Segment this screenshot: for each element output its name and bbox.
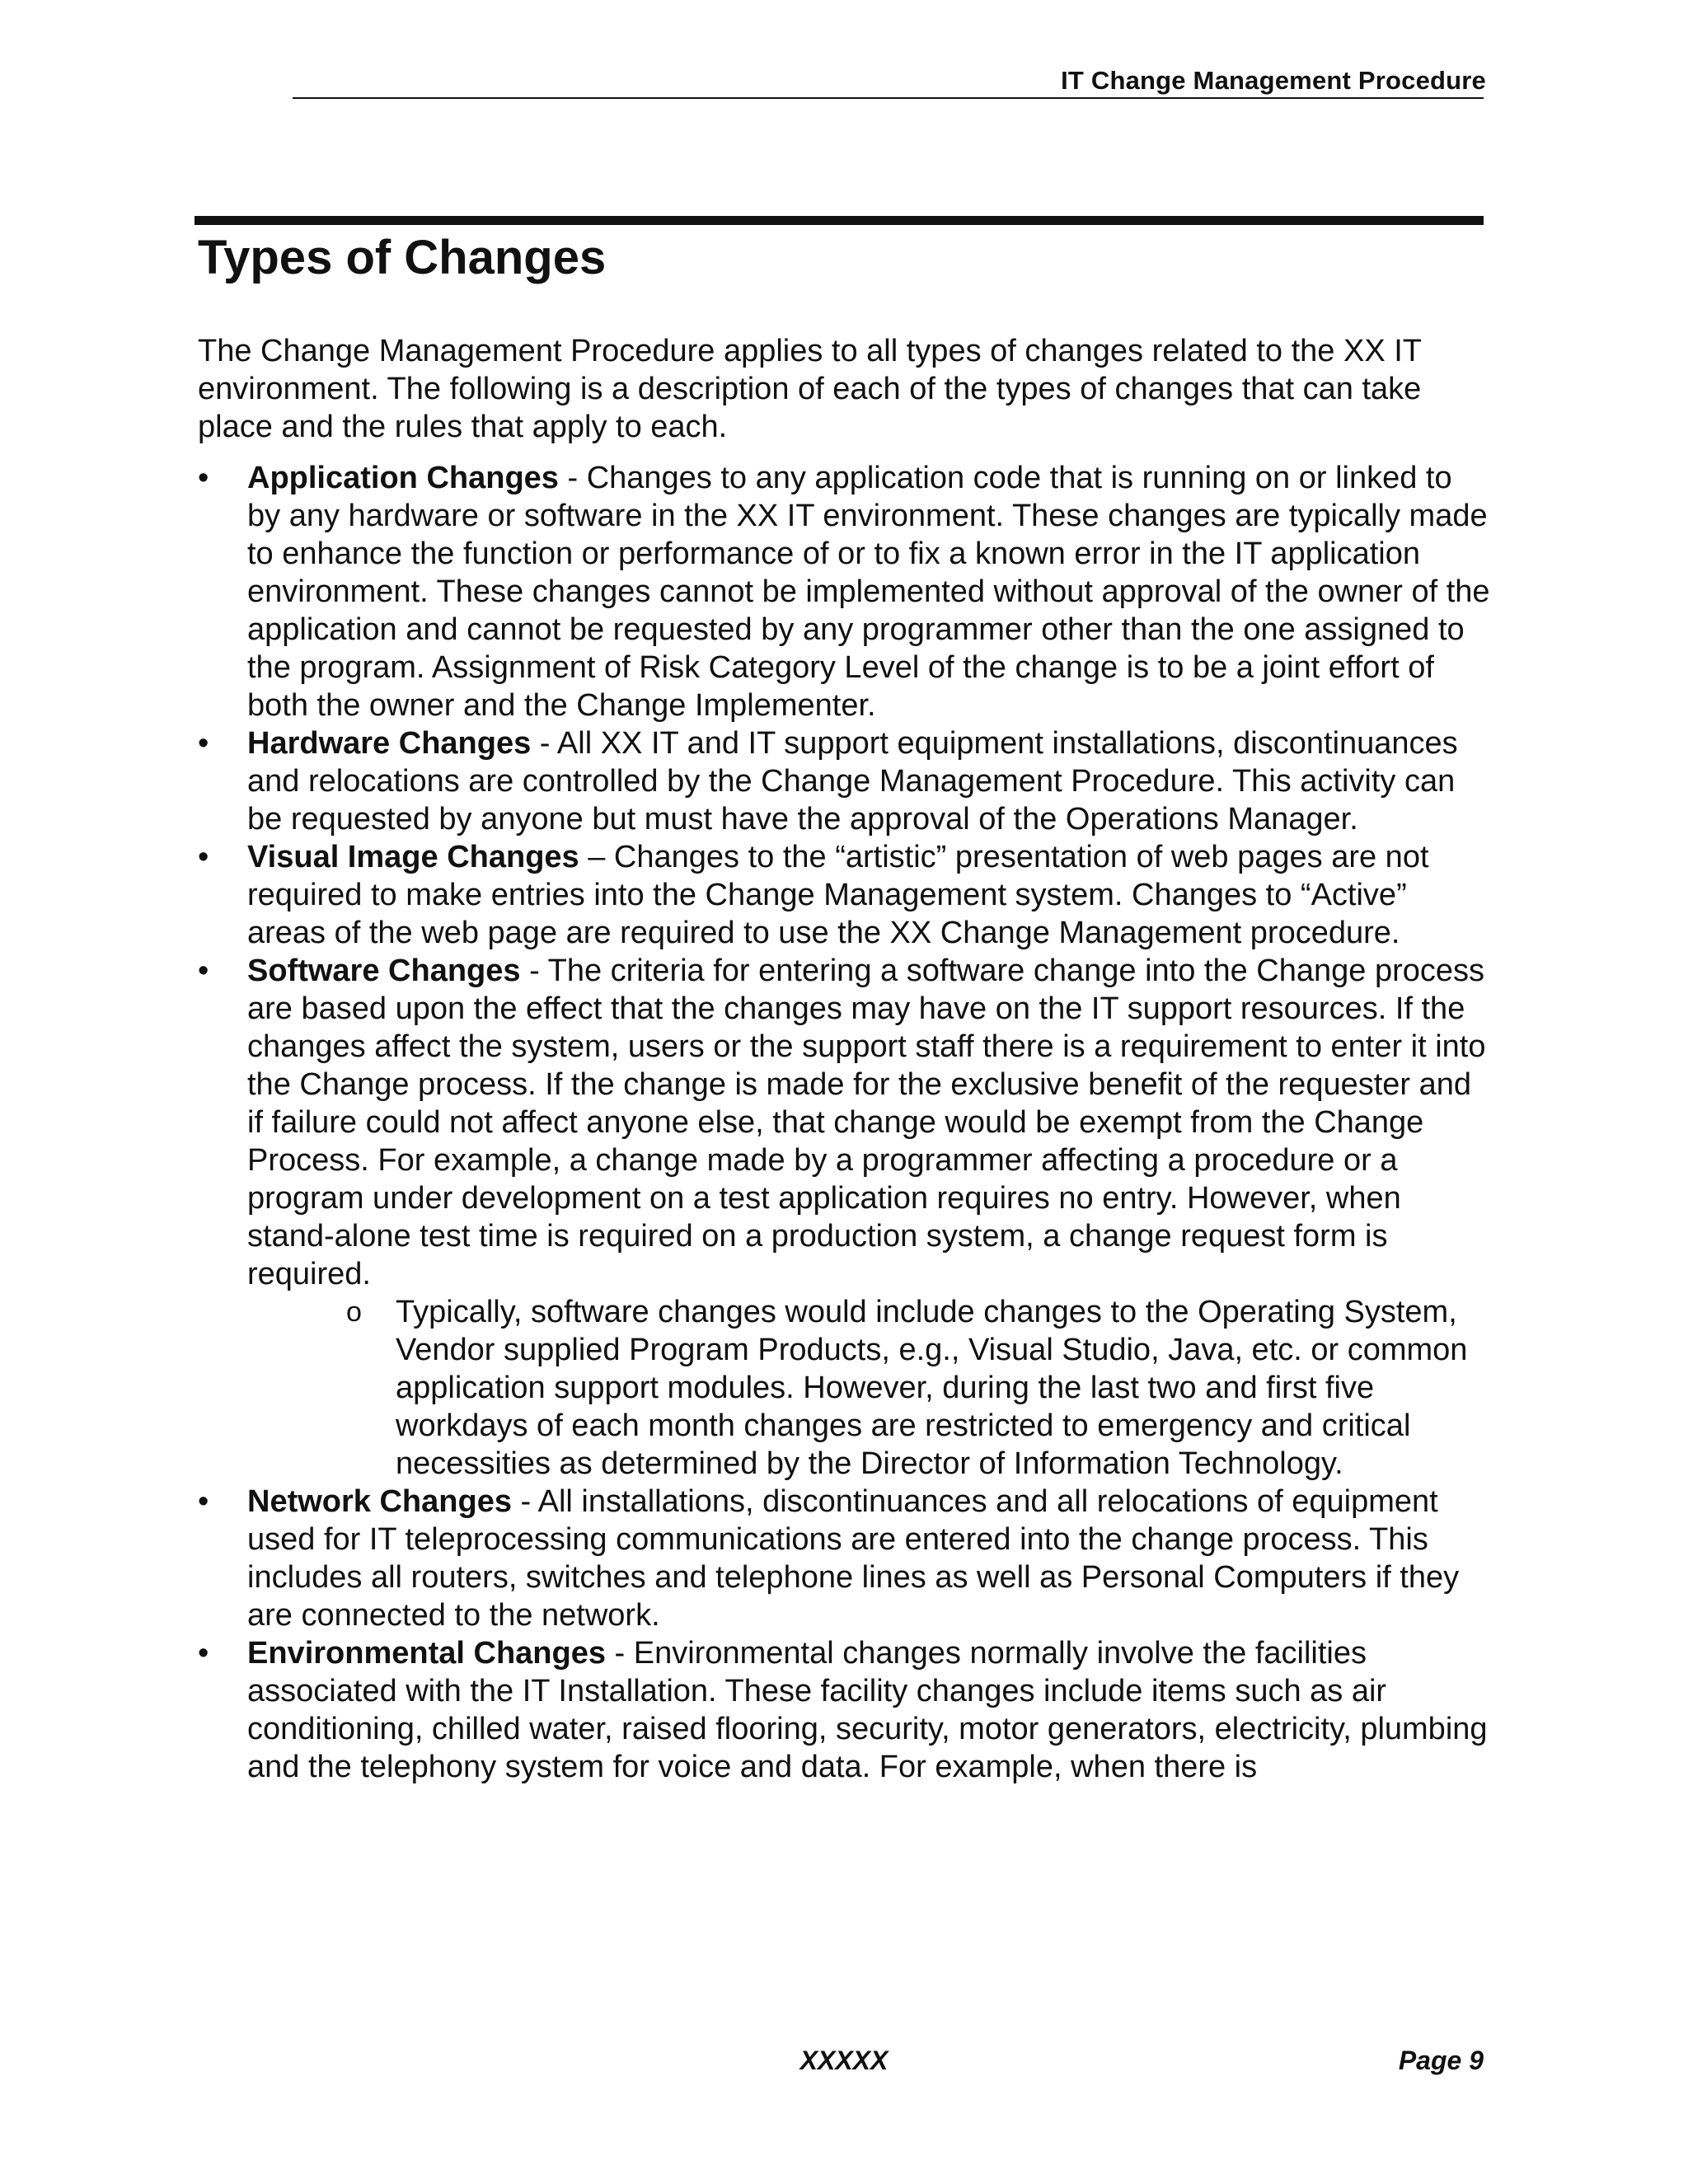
item-title: Visual Image Changes — [247, 840, 579, 874]
bullet-icon: • — [198, 461, 209, 495]
item-title: Application Changes — [247, 461, 559, 495]
list-item-application-changes — [198, 459, 1492, 724]
item-title: Hardware Changes — [247, 726, 532, 761]
item-title: Network Changes — [247, 1484, 512, 1519]
footer-document-id: XXXXX — [799, 2046, 889, 2075]
heading-rule — [195, 216, 1484, 225]
change-types-list — [198, 459, 1492, 1786]
header-rule — [293, 97, 1484, 99]
bullet-icon: • — [198, 1484, 209, 1519]
list-item-network-changes — [198, 1483, 1492, 1634]
list-item-environmental-changes — [198, 1634, 1492, 1786]
section-heading: Types of Changes — [198, 231, 607, 284]
item-title: Environmental Changes — [247, 1636, 606, 1671]
software-sub-list — [247, 1293, 1492, 1483]
item-text: - Changes to any application code that is running on or linked to by any hardware or software in the XX IT environment. These changes are typically made to enhance the function or performance of or to fix a known error in the IT application environment. These changes cannot be implemented without approval of the owner of the application and cannot be requested by any programmer other than the one assigned to the program. Assignment of Risk Category Level of the change is to be a joint effort of both the owner and the Change Implementer. — [247, 461, 1490, 723]
item-text: - All installations, discontinuances and all relocations of equipment used for IT teleprocessing communications are entered into the change process. This includes all routers, switches and telephone lines as well as Personal Computers if they are connected to the network. — [247, 1484, 1460, 1633]
running-header-title: IT Change Management Procedure — [1061, 66, 1486, 95]
intro-paragraph: The Change Management Procedure applies to all types of changes related to the XX IT environment. The following is a description of each of the types of changes that can take place and the rules that apply to each. — [198, 334, 1422, 444]
item-title: Software Changes — [247, 954, 521, 988]
list-item-visual-image-changes — [198, 838, 1492, 952]
item-text: - Environmental changes normally involve the facilities associated with the IT Installation. These facility changes include items such as air conditioning, chilled water, raised flooring, security, motor generators, electricity, plumbing and the telephony system for voice and data. For example, when there is — [247, 1636, 1488, 1784]
bullet-icon: • — [198, 954, 209, 988]
footer-page-number: Page 9 — [1398, 2046, 1484, 2075]
item-text: - All XX IT and IT support equipment installations, discontinuances and relocations are controlled by the Change Management Procedure. This activity can be requested by anyone but must have the approval of the Operations Manager. — [247, 726, 1458, 837]
list-item-software-changes — [198, 952, 1492, 1483]
bullet-icon: • — [198, 1636, 209, 1671]
bullet-icon: • — [198, 726, 209, 761]
sub-list-item — [346, 1293, 1492, 1483]
body-text — [198, 332, 1492, 1786]
list-item-hardware-changes — [198, 724, 1492, 838]
sub-item-text: Typically, software changes would include changes to the Operating System, Vendor supplied Program Products, e.g., Visual Studio, Java, etc. or common application support modules. However, during the last two and first five workdays of each month changes are restricted to emergency and critical necessities as determined by the Director of Information Technology. — [396, 1295, 1468, 1481]
item-text: - The criteria for entering a software change into the Change process are based upon the effect that the changes may have on the IT support resources. If the changes affect the system, users or the support staff there is a requirement to enter it into the Change process. If the change is made for the exclusive benefit of the requester and if failure could not affect anyone else, that change would be exempt from the Change Process. For example, a change made by a programmer affecting a procedure or a program under development on a test application requires no entry. However, when stand-alone test time is required on a production system, a change request form is required. — [247, 954, 1486, 1291]
item-text: – Changes to the “artistic” presentation of web pages are not required to make entries into the Change Management system. Changes to “Active” areas of the web page are required to use the XX Change Management procedure. — [247, 840, 1429, 950]
hollow-bullet-icon: o — [346, 1296, 362, 1328]
bullet-icon: • — [198, 840, 209, 874]
